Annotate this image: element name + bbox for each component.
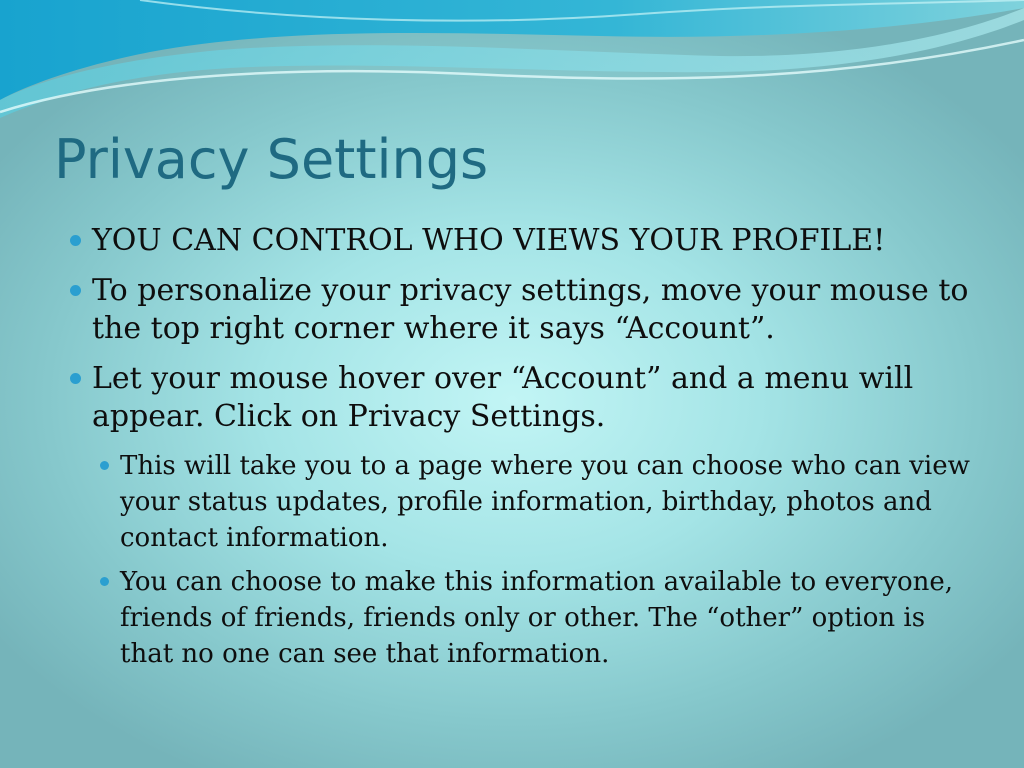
bullet-text: YOU CAN CONTROL WHO VIEWS YOUR PROFILE! — [92, 223, 886, 258]
bullet-item — [64, 360, 974, 672]
bullet-icon — [70, 235, 81, 246]
sub-bullet-icon — [100, 461, 109, 470]
sub-bullet-text: This will take you to a page where you can choose who can view your status updates, profile information, birthday, photos and contact information. — [120, 451, 970, 553]
bullet-list — [64, 222, 974, 684]
sub-bullet-icon — [100, 577, 109, 586]
bullet-item — [64, 222, 974, 260]
bullet-icon — [70, 285, 81, 296]
bullet-icon — [70, 373, 81, 384]
bullet-text: To personalize your privacy settings, move your mouse to the top right corner where it says “Account”. — [92, 273, 969, 346]
sub-bullet-item — [92, 448, 974, 556]
bullet-item — [64, 272, 974, 348]
sub-bullet-text: You can choose to make this information available to everyone, friends of friends, friends only or other. The “other” option is that no one can see that information. — [120, 567, 954, 669]
wave-decoration — [0, 0, 1024, 130]
sub-bullet-item — [92, 564, 974, 672]
sub-bullet-list — [92, 448, 974, 672]
slide-title: Privacy Settings — [54, 128, 489, 191]
bullet-text: Let your mouse hover over “Account” and a menu will appear. Click on Privacy Settings. — [92, 361, 914, 434]
